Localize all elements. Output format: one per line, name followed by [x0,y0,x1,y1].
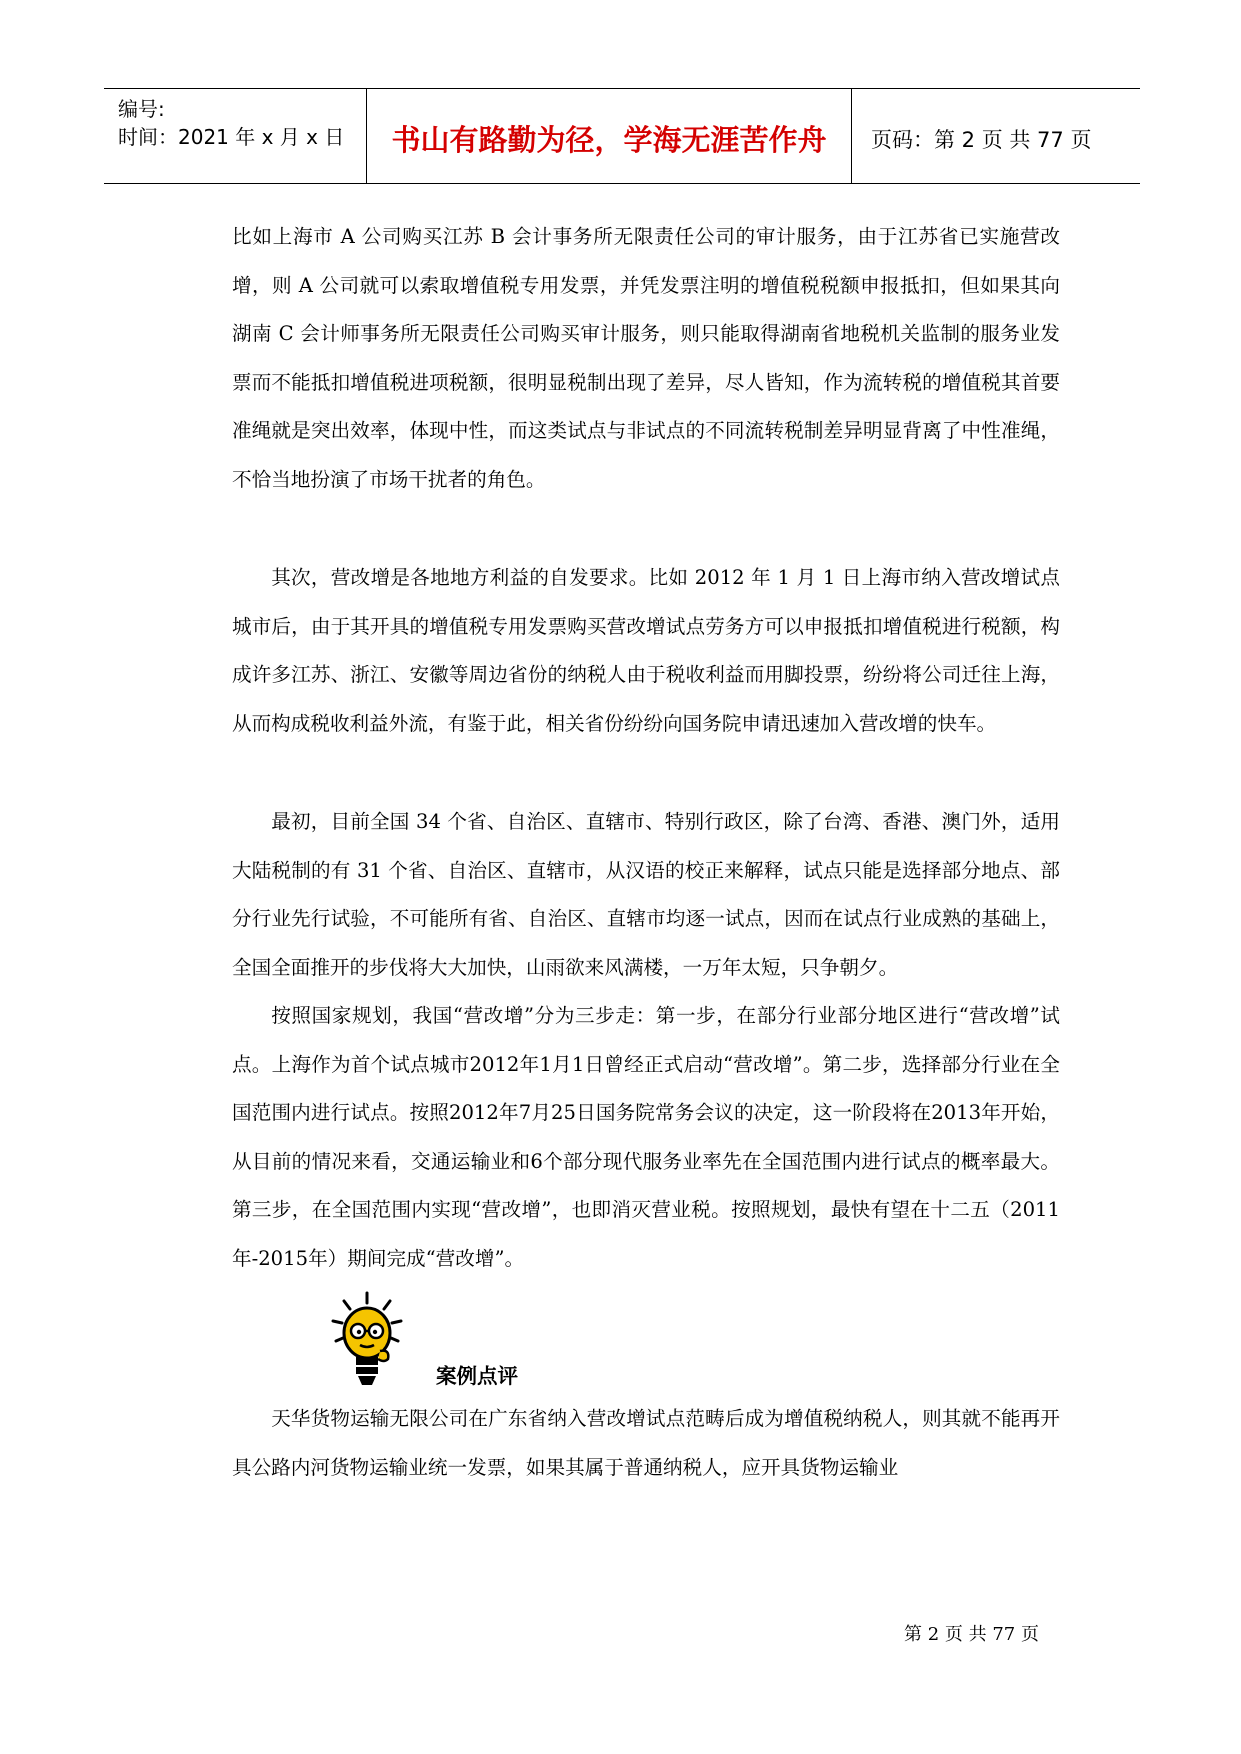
document-body [232,213,1060,1492]
paragraph-1: 比如上海市 A 公司购买江苏 B 会计事务所无限责任公司的审计服务，由于江苏省已实施营改增，则 A 公司就可以索取增值税专用发票，并凭发票注明的增值税税额申报抵扣，但如果其向湖南 C 会计师事务所无限责任公司购买审计服务，则只能取得湖南省地税机关监制的服务业发票而不能抵扣增值税进项税额，很明显税制出现了差异，尽人皆知，作为流转税的增值税其首要准绳就是突出效率，体现中性，而这类试点与非试点的不同流转税制差异明显背离了中性准绳，不恰当地扮演了市场干扰者的角色。 [232,225,1060,491]
motto-text: 书山有路勤为径，学海无涯苦作舟 [391,123,827,157]
header-meta-cell [104,89,367,183]
document-number-label: 编号: [118,97,165,121]
lightbulb-thinker-icon [330,1291,404,1393]
header-motto-cell [367,89,852,183]
case-review-title: 案例点评 [436,1364,518,1388]
paragraph-3: 最初，目前全国 34 个省、自治区、直辖市、特别行政区，除了台湾、香港、澳门外，适用大陆税制的有 31 个省、自治区、直辖市，从汉语的校正来解释，试点只能是选择部分地点、部分行业先行试验，不可能所有省、自治区、直辖市均逐一试点，因而在试点行业成熟的基础上，全国全面推开的步伐将大大加快，山雨欲来风满楼，一万年太短，只争朝夕。 [232,810,1060,979]
page-code-label: 页码：第 2 页 共 77 页 [871,128,1092,152]
header-page-cell [853,89,1140,183]
case-review-heading [232,1291,1060,1395]
paragraph-gap [232,748,1060,798]
paragraph-gap [232,504,1060,554]
paragraph-5: 天华货物运输无限公司在广东省纳入营改增试点范畴后成为增值税纳税人，则其就不能再开具公路内河货物运输业统一发票，如果其属于普通纳税人，应开具货物运输业 [232,1407,1060,1479]
paragraph-2: 其次，营改增是各地地方利益的自发要求。比如 2012 年 1 月 1 日上海市纳入营改增试点城市后，由于其开具的增值税专用发票购买营改增试点劳务方可以申报抵扣增值税进行税额，构成许多江苏、浙江、安徽等周边省份的纳税人由于税收利益而用脚投票，纷纷将公司迁往上海，从而构成税收利益外流，有鉴于此，相关省份纷纷向国务院申请迅速加入营改增的快车。 [232,566,1060,735]
document-time-label: 时间：2021 年 x 月 x 日 [118,125,345,149]
paragraph-4: 按照国家规划，我国“营改增”分为三步走：第一步，在部分行业部分地区进行“营改增”试点。上海作为首个试点城市2012年1月1日曾经正式启动“营改增”。第二步，选择部分行业在全国范围内进行试点。按照2012年7月25日国务院常务会议的决定，这一阶段将在2013年开始，从目前的情况来看，交通运输业和6个部分现代服务业率先在全国范围内进行试点的概率最大。第三步，在全国范围内实现“营改增”，也即消灭营业税。按照规划，最快有望在十二五（2011年-2015年）期间完成“营改增”。 [232,1004,1060,1270]
page-footer: 第 2 页 共 77 页 [904,1624,1039,1645]
page-header [104,88,1140,184]
